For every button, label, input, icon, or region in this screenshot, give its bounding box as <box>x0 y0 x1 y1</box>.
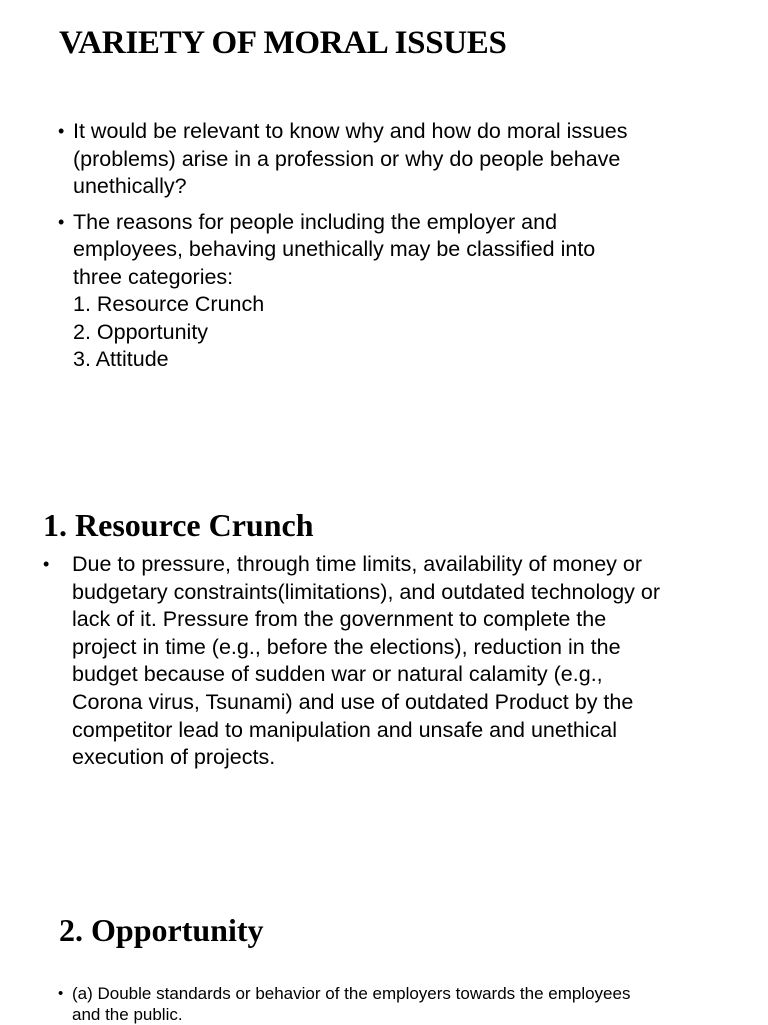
opportunity-bullet-list <box>58 983 631 1025</box>
bullet-text-line: (problems) arise in a profession or why do people behave <box>73 146 621 171</box>
slide-title-resource-crunch: 1. Resource Crunch <box>43 507 314 543</box>
bullet-text-line: (a) Double standards or behavior of the employers towards the employees <box>72 984 631 1003</box>
bullet-text-line: Corona virus, Tsunami) and use of outdated Product by the <box>72 689 634 714</box>
bullet-dot-icon: • <box>58 211 65 232</box>
category-item-attitude: 3. Attitude <box>73 347 169 371</box>
bullet-item <box>58 209 628 374</box>
bullet-text-line: The reasons for people including the employer and <box>73 209 558 234</box>
bullet-text-line: budget because of sudden war or natural calamity (e.g., <box>72 662 603 687</box>
bullet-text-line: and the public. <box>72 1005 183 1024</box>
moral-issues-bullet-list <box>58 118 628 382</box>
bullet-text-line: employees, behaving unethically may be classified into <box>73 237 596 261</box>
bullet-item <box>58 983 631 1025</box>
bullet-text-line: lack of it. Pressure from the government to complete the <box>72 607 607 632</box>
bullet-text-line: It would be relevant to know why and how do moral issues <box>73 119 628 143</box>
bullet-text-line: project in time (e.g., before the elections), reduction in the <box>72 634 621 659</box>
bullet-text-line: execution of projects. <box>72 745 276 770</box>
slide-title-variety-of-moral-issues: VARIETY OF MORAL ISSUES <box>59 25 507 61</box>
bullet-text-line: Due to pressure, through time limits, availability of money or <box>72 552 642 576</box>
resource-crunch-bullet-list <box>43 551 661 772</box>
bullet-text-line: three categories: <box>73 264 234 289</box>
bullet-dot-icon: • <box>58 985 64 1002</box>
bullet-item <box>43 551 661 772</box>
bullet-item <box>58 118 628 201</box>
bullet-dot-icon: • <box>58 121 65 141</box>
bullet-dot-icon: • <box>43 554 50 574</box>
category-item-opportunity: 2. Opportunity <box>73 319 209 344</box>
slide-title-opportunity: 2. Opportunity <box>59 912 264 948</box>
category-item-resource-crunch: 1. Resource Crunch <box>73 292 265 316</box>
bullet-text-line: budgetary constraints(limitations), and outdated technology or <box>72 579 661 604</box>
bullet-text-line: competitor lead to manipulation and unsafe and unethical <box>72 717 618 742</box>
bullet-text-line: unethically? <box>73 174 187 198</box>
